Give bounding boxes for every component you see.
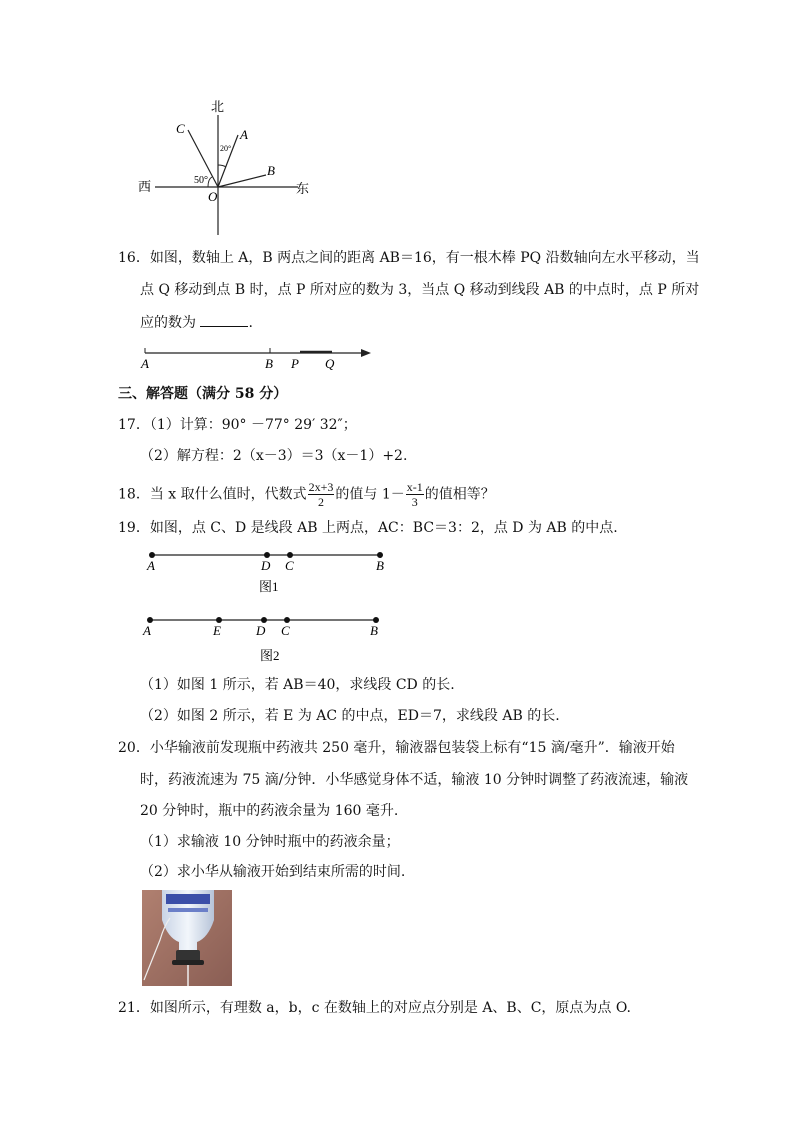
- q19-part1: （1）如图 1 所示，若 AB＝40，求线段 CD 的长.: [140, 677, 455, 693]
- q18-post: 的值相等？: [424, 486, 495, 503]
- q20-line2: 时，药液流速为 75 滴/分钟．小华感觉身体不适，输液 10 分钟时调整了药液流速，输液: [140, 772, 689, 788]
- q20-part2: （2）求小华从输液开始到结束所需的时间.: [140, 864, 406, 880]
- fig2-label-d: D: [256, 623, 266, 638]
- q16-line3-pre: 应的数为: [140, 315, 196, 331]
- q20-line3: 20 分钟时，瓶中的药液余量为 160 毫升.: [140, 803, 399, 819]
- fig1-caption: 图1: [259, 579, 279, 594]
- q18-frac2-numerator: x-1: [406, 480, 423, 494]
- label-west: 西: [138, 179, 152, 194]
- iv-bottle-photo: [142, 890, 232, 986]
- q18-frac1-numerator: 2x+3: [308, 480, 334, 494]
- q21-line1: 21．如图所示，有理数 a，b，c 在数轴上的对应点分别是 A、B、C，原点为点 O.: [118, 1000, 631, 1016]
- angle-50: 50°: [194, 175, 208, 186]
- q17-part2: （2）解方程：2（x－3）＝3（x－1）+2.: [140, 448, 408, 464]
- fig1-label-b: B: [376, 558, 384, 573]
- q16-line1: 16．如图，数轴上 A，B 两点之间的距离 AB＝16，有一根木棒 PQ 沿数轴向左水平移动，当: [118, 250, 700, 266]
- compass-figure: [130, 95, 320, 240]
- q16-line3: [140, 312, 253, 333]
- label-a: A: [240, 127, 248, 142]
- angle-20: 20°: [220, 144, 232, 153]
- q18-frac2-denominator: 3: [411, 495, 418, 509]
- q20-part1: （1）求输液 10 分钟时瓶中的药液余量；: [140, 834, 400, 850]
- label-north: 北: [211, 99, 225, 114]
- fig1-label-a: A: [147, 558, 155, 573]
- label-o: O: [208, 189, 218, 204]
- q18-line: [118, 480, 495, 509]
- section-title: 三、解答题（满分 58 分）: [118, 386, 288, 402]
- label-east: 东: [296, 181, 310, 196]
- q18-frac1-denominator: 2: [318, 495, 325, 509]
- q16-label-p: P: [291, 356, 299, 371]
- q18-pre: 18．当 x 取什么值时，代数式: [118, 486, 307, 503]
- q16-line3-post: .: [248, 315, 253, 331]
- answer-blank: [200, 312, 248, 327]
- label-b: B: [267, 163, 275, 178]
- fig2-label-a: A: [143, 623, 151, 638]
- q16-label-b: B: [265, 356, 273, 371]
- fig2-label-e: E: [213, 623, 221, 638]
- q16-label-a: A: [141, 356, 149, 371]
- q19-figure-1: [140, 545, 400, 595]
- q20-line1: 20．小华输液前发现瓶中药液共 250 毫升，输液器包装袋上标有“15 滴/毫升”．输液开始: [118, 740, 675, 756]
- label-c: C: [176, 121, 185, 136]
- q18-fraction-2: [406, 480, 424, 509]
- q19-part2: （2）如图 2 所示，若 E 为 AC 的中点，ED＝7，求线段 AB 的长.: [140, 708, 560, 724]
- q19-figure-2: [138, 610, 398, 662]
- q16-number-line: [135, 340, 380, 372]
- q18-fraction-1: [308, 480, 335, 509]
- fig1-label-c: C: [285, 558, 294, 573]
- q19-stem: 19．如图，点 C、D 是线段 AB 上两点，AC：BC＝3：2，点 D 为 AB 的中点.: [118, 520, 618, 536]
- fig1-label-d: D: [261, 558, 271, 573]
- q16-label-q: Q: [325, 356, 335, 371]
- fig2-label-c: C: [281, 623, 290, 638]
- q17-part1: 17．（1）计算：90° －77° 29′ 32″；: [118, 417, 357, 433]
- q16-line2: 点 Q 移动到点 B 时，点 P 所对应的数为 3，当点 Q 移动到线段 AB 的中点时，点 P 所对: [140, 282, 700, 298]
- fig2-caption: 图2: [260, 648, 280, 662]
- fig2-label-b: B: [370, 623, 378, 638]
- q18-mid: 的值与 1－: [335, 486, 405, 503]
